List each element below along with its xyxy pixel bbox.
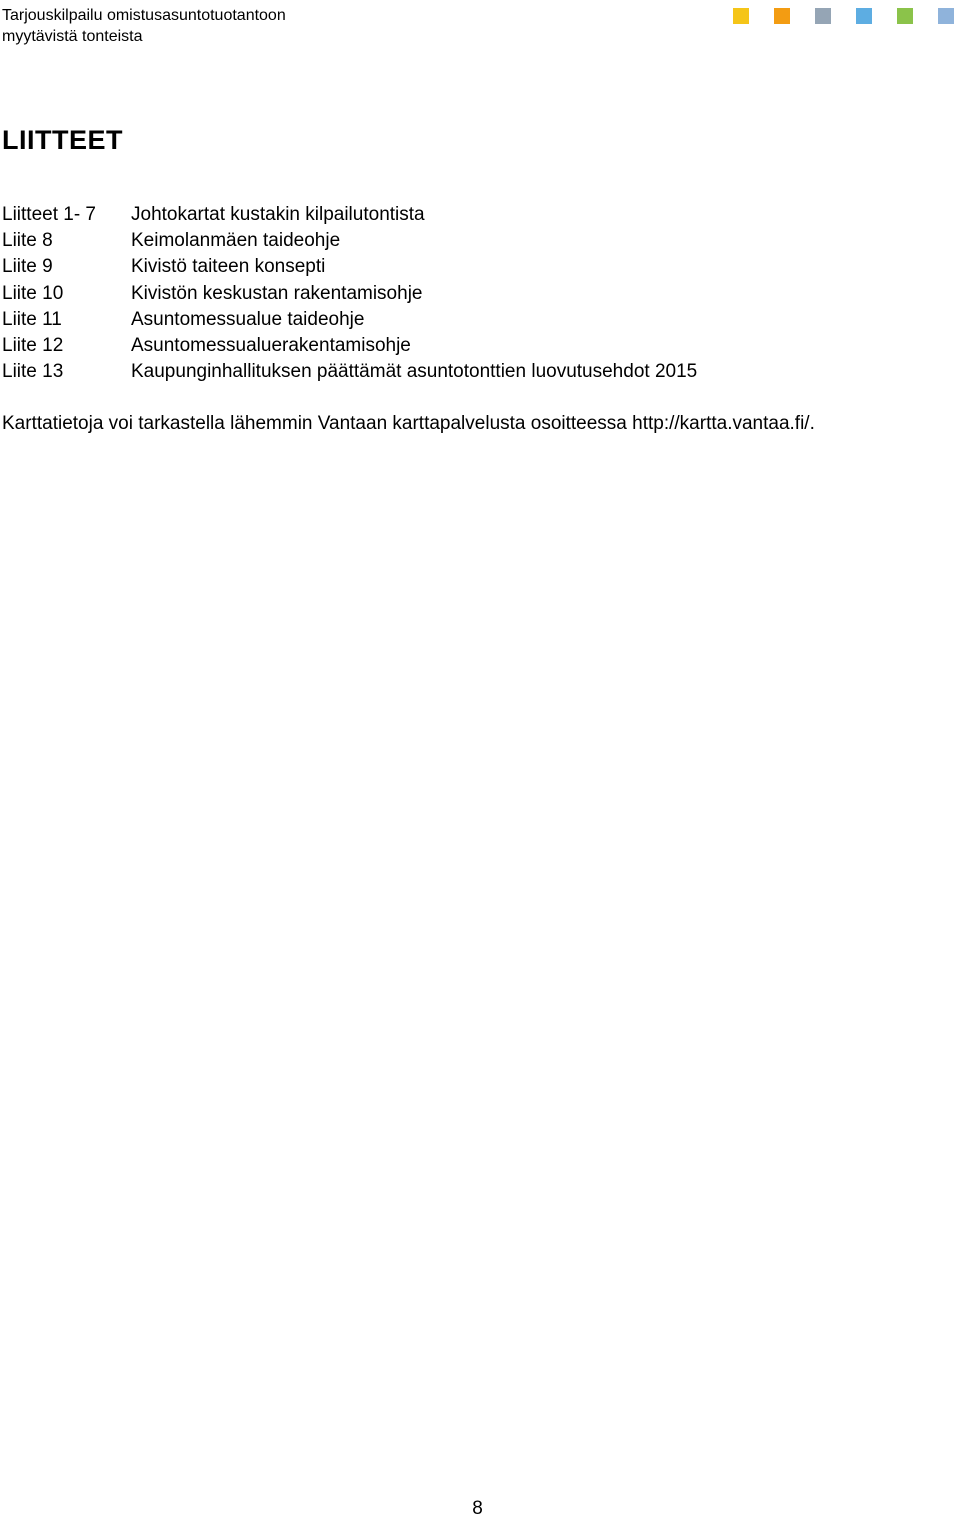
attachment-title: Keimolanmäen taideohje [131,230,341,252]
attachment-row [2,281,697,307]
brand-square-green [897,8,913,24]
attachment-title: Kivistön keskustan rakentamisohje [131,282,423,304]
attachment-label: Liitteet 1- 7 [2,204,96,225]
attachment-title: Asuntomessualue taideohje [131,308,365,330]
attachment-label: Liite 9 [2,256,53,278]
brand-color-squares [708,8,954,24]
page-header [2,5,286,47]
brand-square-light-blue [856,8,872,24]
attachment-row [2,254,697,280]
page-title: LIITTEET [2,125,123,155]
brand-square-yellow [733,8,749,24]
attachment-label: Liite 10 [2,282,64,304]
page-number: 8 [472,1498,483,1519]
map-service-note: Karttatietoja voi tarkastella lähemmin Vantaan karttapalvelusta osoitteessa http://kartta.vantaa.fi/. [2,413,815,434]
attachment-label: Liite 11 [2,308,62,330]
attachment-row [2,333,697,359]
header-line-1: Tarjouskilpailu omistusasuntotuotantoon [2,7,286,24]
brand-square-pale-blue [938,8,954,24]
brand-square-grey [815,8,831,24]
attachment-label: Liite 8 [2,230,53,252]
attachment-row [2,202,697,228]
attachment-list [2,202,697,385]
attachment-title: Johtokartat kustakin kilpailutontista [131,204,425,225]
attachment-row [2,228,697,254]
attachment-label: Liite 13 [2,361,64,383]
attachment-title: Asuntomessualuerakentamisohje [131,334,411,356]
brand-square-orange [774,8,790,24]
attachment-title: Kivistö taiteen konsepti [131,256,326,278]
header-line-2: myytävistä tonteista [2,28,143,45]
attachment-title: Kaupunginhallituksen päättämät asuntotonttien luovutusehdot 2015 [131,361,698,383]
attachment-row [2,359,697,385]
attachment-label: Liite 12 [2,334,64,356]
attachment-row [2,307,697,333]
